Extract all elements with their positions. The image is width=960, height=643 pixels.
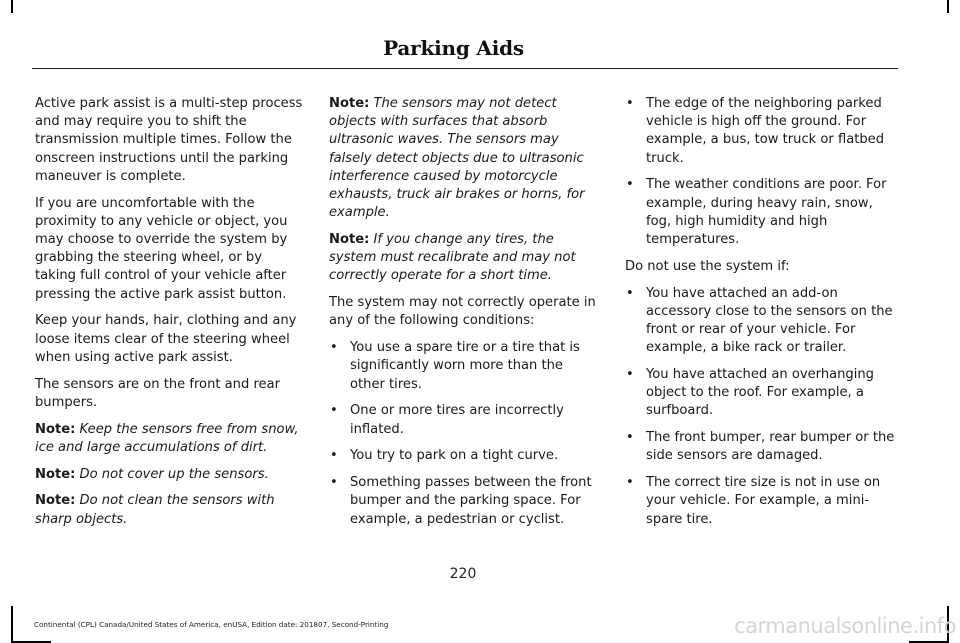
list-item: • The correct tire size is not in use on your vehicle. For example, a mini-spare tire. (625, 474, 897, 529)
note-label: Note: (35, 421, 76, 437)
list-item: • Something passes between the front bumper and the parking space. For example, a pedestrian or cyclist. (329, 474, 601, 529)
edition-footer: Continental (CPL) Canada/United States of America, enUSA, Edition date: 201807, Second-Printing (34, 620, 389, 629)
list-item: • The front bumper, rear bumper or the side sensors are damaged. (625, 429, 897, 465)
list-item: • The edge of the neighboring parked vehicle is high off the ground. For example, a bus, tow truck or flatbed truck. (625, 95, 897, 168)
paragraph: Keep your hands, hair, clothing and any loose items clear of the steering wheel when using active park assist. (35, 313, 297, 365)
page-number: 220 (449, 566, 477, 582)
bullet-list (625, 285, 897, 529)
column-right (625, 95, 897, 537)
note-label: Note: (329, 232, 370, 248)
paragraph: The system may not correctly operate in any of the following conditions: (329, 295, 596, 329)
note-label: Note: (35, 466, 76, 482)
note (329, 231, 601, 286)
list-item: • You have attached an add-on accessory close to the sensors on the front or rear of your vehicle. For example, a bike rack or trailer. (625, 285, 897, 358)
column-left (35, 95, 307, 537)
note (35, 492, 307, 528)
note (35, 421, 307, 457)
note (35, 466, 307, 484)
watermark: carmanualsonline.info (734, 614, 956, 638)
list-item: • The weather conditions are poor. For example, during heavy rain, snow, fog, high humidity and high temperatures. (625, 176, 897, 249)
paragraph: Do not use the system if: (625, 258, 790, 274)
list-item: • One or more tires are incorrectly inflated. (329, 402, 601, 438)
header-divider (32, 68, 898, 69)
list-item: • You try to park on a tight curve. (329, 447, 601, 465)
crop-mark-top-right (947, 0, 949, 13)
crop-mark-bottom-left-v (11, 606, 13, 643)
list-item: • You use a spare tire or a tire that is significantly worn more than the other tires. (329, 339, 601, 394)
note-label: Note: (35, 493, 76, 509)
column-middle (329, 95, 601, 537)
note-text: Do not cover up the sensors. (79, 466, 269, 482)
note-text: If you change any tires, the system must recalibrate and may not correctly operate for a short time. (329, 232, 576, 284)
paragraph: The sensors are on the front and rear bumpers. (35, 376, 281, 410)
page-title: Parking Aids (383, 36, 524, 60)
note-label: Note: (329, 96, 370, 111)
paragraph: Active park assist is a multi-step process and may require you to shift the transmission multiple times. Follow the onscreen instructions until the parking maneuver is complete. (35, 96, 303, 184)
crop-mark-top-left (11, 0, 13, 13)
bullet-list (625, 95, 897, 249)
note-text: Do not clean the sensors with sharp objects. (35, 493, 275, 527)
note-text: Keep the sensors free from snow, ice and large accumulations of dirt. (35, 421, 299, 455)
bullet-list (329, 339, 601, 529)
note-text: The sensors may not detect objects with surfaces that absorb ultrasonic waves. The sensors may falsely detect objects due to ultrasonic interference caused by motorcycle exhausts, truck air brakes or horns, for example. (329, 96, 585, 221)
note (329, 95, 601, 222)
paragraph: If you are uncomfortable with the proximity to any vehicle or object, you may choose to override the system by grabbing the steering wheel, or by taking full control of your vehicle after pressing the active park assist button. (35, 195, 288, 302)
list-item: • You have attached an overhanging object to the roof. For example, a surfboard. (625, 366, 897, 421)
